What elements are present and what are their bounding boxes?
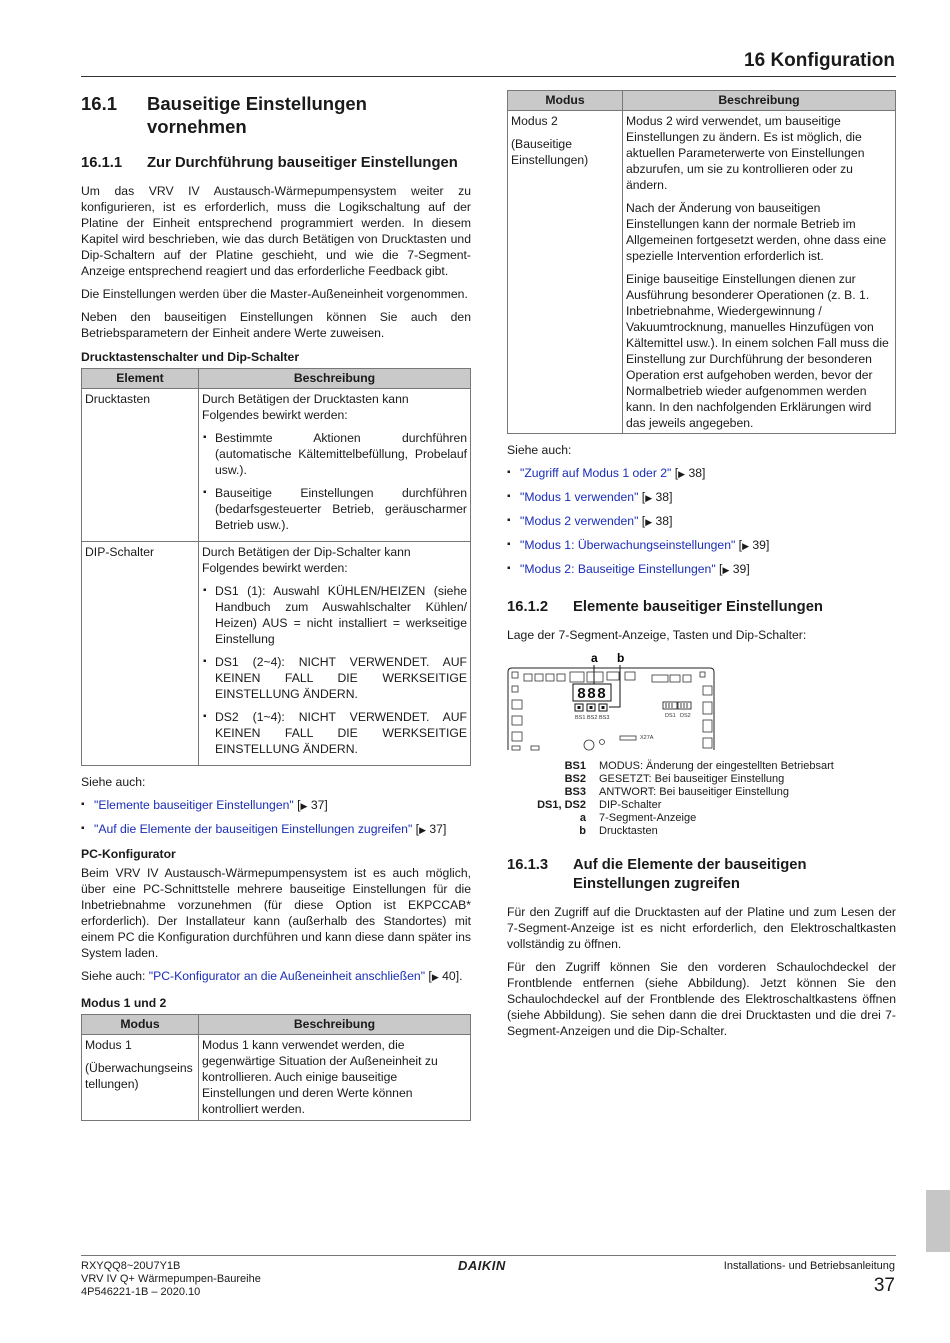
cross-reference-link[interactable]: "Modus 1: Überwachungseinstellungen" xyxy=(520,538,736,552)
product-series: VRV IV Q+ Wärmepumpen-Baureihe xyxy=(81,1273,261,1285)
table-row xyxy=(82,542,471,766)
paragraph: Siehe auch: "PC-Konfigurator an die Außeneinheit anschließen" [▶ 40]. xyxy=(81,969,463,983)
subsection-title: Zur Durchführung bauseitiger Einstellungen xyxy=(147,155,458,171)
see-also-list xyxy=(507,465,896,578)
page-ref: 37 xyxy=(429,822,443,836)
see-also-prefix: Siehe auch: xyxy=(81,969,149,983)
legend-value: 7-Segment-Anzeige xyxy=(599,812,697,824)
legend-key: BS2 xyxy=(564,773,586,785)
page-ref: 38 xyxy=(688,466,703,480)
page-arrow-icon: ▶ xyxy=(678,469,686,479)
chapter-tab-marker xyxy=(926,1190,950,1252)
paragraph: Für den Zugriff können Sie den vorderen Schaulochdeckel der Frontblende entfernen (siehe Abbildung). Jetzt können Sie den Schaulochdeckel auf der Frontblende des Elektroschaltkastens öffnen (siehe Abbildung). Sie sehen dann die drei Drucktasten und die drei 7-Segment-Anzeigen und die Dip-Schalter. xyxy=(507,960,896,1038)
cross-reference-link[interactable]: "Modus 2 verwenden" xyxy=(520,514,639,528)
section-title: Bauseitige Einstellungen vornehmen xyxy=(147,93,367,137)
subsection-title: Auf die Elemente der bauseitigen Einstellungen zugreifen xyxy=(573,857,807,892)
cross-reference-link[interactable]: "Auf die Elemente der bauseitigen Einstellungen zugreifen" xyxy=(94,822,413,836)
table-cell xyxy=(199,389,471,542)
legend-row xyxy=(507,812,896,825)
table-header: Beschreibung xyxy=(199,1015,471,1035)
cross-reference-link[interactable]: "Zugriff auf Modus 1 oder 2" xyxy=(520,466,672,480)
cell-text: (Bauseitige Einstellungen) xyxy=(511,137,589,167)
pcb-diagram xyxy=(507,650,807,754)
list-item: ▪ DS1 (1): Auswahl KÜHLEN/HEIZEN (siehe Handbuch zum Auswahlschalter Kühlen/ Heizen) AUS = nicht installiert = werkseitige Einstellung xyxy=(202,583,467,647)
table-row xyxy=(82,1035,471,1121)
subsection-heading xyxy=(81,154,471,173)
see-also-label: Siehe auch: xyxy=(81,775,146,789)
paragraph: Um das VRV IV Austausch-Wärmepumpensystem weiter zu konfigurieren, ist es erforderlich, muss die Logikschaltung auf der Platine der Einheit entsprechend programmiert werden. In diesem Kapitel wird beschrieben, wie das durch Betätigen von Drucktasten und Dip-Schaltern auf der Platine geschieht, und wie die 7-Segment-Anzeige entsprechend reagiert und das erforderliche Feedback gibt. xyxy=(81,184,471,278)
x27a-label: X27A xyxy=(640,735,654,741)
list-item: ▪ "Modus 1 verwenden" [▶ 38] xyxy=(507,489,896,506)
dip-switches xyxy=(663,702,691,709)
cell-text: Einige bauseitige Einstellungen dienen zur Ausführung besonderer Operationen (z. B. 1. Inbetriebnahme, Wiedergewinnung / Vakuumtrocknung, manuelles Hinzufügen von Kältemittel usw.). In einem solchen Fall muss die Einstellung zur Durchführung der besonderen Operation erst aufgehoben werden, bevor der Normalbetrieb wieder aufgenommen werden kann. In den nachfolgenden Erklärungen wird das jeweils angegeben. xyxy=(626,272,889,430)
legend-row xyxy=(507,799,896,812)
footer-left xyxy=(81,1260,261,1299)
table-cell: DIP-Schalter xyxy=(82,542,199,766)
bs2-label: BS2 xyxy=(587,715,598,721)
table-row xyxy=(82,389,471,542)
footer-divider xyxy=(81,1255,896,1256)
page-ref: 38 xyxy=(655,490,670,504)
legend-value: GESETZT: Bei bauseitiger Einstellung xyxy=(599,773,785,785)
right-column xyxy=(507,90,896,1046)
page-ref: 39 xyxy=(732,562,747,576)
legend-value: Drucktasten xyxy=(599,825,658,837)
modes-table-continued xyxy=(507,90,896,434)
cross-reference-link[interactable]: "Modus 1 verwenden" xyxy=(520,490,639,504)
callout-a: a xyxy=(591,651,598,665)
page-number: 37 xyxy=(873,1275,895,1296)
legend-row xyxy=(507,825,896,838)
paragraph: Die Einstellungen werden über die Master-Außeneinheit vorgenommen. xyxy=(81,287,468,301)
legend-key: DS1, DS2 xyxy=(537,799,586,811)
page-ref: 39 xyxy=(752,538,766,552)
page-arrow-icon: ▶ xyxy=(742,541,749,551)
ds1-label: DS1 xyxy=(665,713,676,719)
table-header: Beschreibung xyxy=(623,91,896,111)
paragraph: Lage der 7-Segment-Anzeige, Tasten und Dip-Schalter: xyxy=(507,628,807,642)
table-header: Modus xyxy=(82,1015,199,1035)
subsection-heading xyxy=(507,856,896,894)
page-arrow-icon: ▶ xyxy=(300,801,308,811)
cross-reference-link[interactable]: "PC-Konfigurator an die Außeneinheit anschließen" xyxy=(148,969,426,983)
switches-table xyxy=(81,368,471,766)
page-ref: 37 xyxy=(310,798,325,812)
doc-number: 4P546221-1B – 2020.10 xyxy=(81,1286,201,1298)
diagram-legend xyxy=(507,760,896,838)
cell-text: Durch Betätigen der Drucktasten kann Folgendes bewirkt werden: xyxy=(202,392,409,422)
pc-configurator-heading: PC-Konfigurator xyxy=(81,847,176,861)
cell-text: Modus 2 xyxy=(511,114,558,128)
section-number: 16.1 xyxy=(81,93,118,114)
paragraph: Beim VRV IV Austausch-Wärmepumpensystem ist es auch möglich, über eine PC-Schnittstelle mehrere bauseitige Einstellungen für die Inbetriebnahme vorzunehmen (für diese Option ist EKPCCAB* erforderlich). Der Installateur kann (außerhalb des Standortes) mit einem PC die Konfiguration durchführen und kann diese dann später ins System laden. xyxy=(81,866,471,960)
subsection-number: 16.1.3 xyxy=(507,857,549,873)
ds2-label: DS2 xyxy=(680,713,691,719)
table-header: Modus xyxy=(508,91,623,111)
seven-segment-display xyxy=(573,684,611,703)
modes-heading: Modus 1 und 2 xyxy=(81,996,167,1010)
legend-row xyxy=(507,760,896,773)
page-ref: 40 xyxy=(442,969,456,983)
cross-reference-link[interactable]: "Modus 2: Bauseitige Einstellungen" xyxy=(520,562,716,576)
list-item: ▪ DS2 (1~4): NICHT VERWENDET. AUF KEINEN FALL DIE WERKSEITIGE EINSTELLUNG ÄNDERN. xyxy=(202,709,467,757)
legend-key: b xyxy=(579,825,586,837)
legend-value: MODUS: Änderung der eingestellten Betriebsart xyxy=(599,760,834,772)
table-cell xyxy=(508,111,623,434)
subsection-number: 16.1.1 xyxy=(81,155,123,171)
page-ref: 38 xyxy=(655,514,670,528)
legend-value: ANTWORT: Bei bauseitiger Einstellung xyxy=(599,786,789,798)
cell-list xyxy=(202,583,467,757)
cell-text: Nach der Änderung von bauseitigen Einstellungen kann der normale Betrieb im Allgemeinen fortgesetzt werden, ohne dass eine spezielle Intervention erforderlich ist. xyxy=(626,201,887,263)
paragraph: Für den Zugriff auf die Drucktasten auf der Platine und zum Lesen der 7-Segment-Anzeige ist es nicht erforderlich, den Elektroschaltkasten vollständig zu öffnen. xyxy=(507,905,896,951)
legend-key: BS3 xyxy=(564,786,586,798)
list-item: ▪ "Auf die Elemente der bauseitigen Einstellungen zugreifen" [▶ 37] xyxy=(81,821,471,838)
table-caption: Drucktastenschalter und Dip-Schalter xyxy=(81,350,300,364)
document-type: Installations- und Betriebsanleitung xyxy=(723,1260,895,1272)
list-item: ▪ "Zugriff auf Modus 1 oder 2" [▶ 38] xyxy=(507,465,896,482)
bs1-label: BS1 xyxy=(575,715,586,721)
table-cell: Modus 1 kann verwendet werden, die gegenwärtige Situation der Außeneinheit zu kontrollieren. Auch einige bauseitige Einstellungen und deren Werte können kontrolliert werden. xyxy=(199,1035,471,1121)
paragraph: Neben den bauseitigen Einstellungen können Sie auch den Betriebsparametern der Einheit andere Werte zuweisen. xyxy=(81,310,471,340)
push-buttons xyxy=(575,704,607,711)
cell-text: Modus 1 xyxy=(85,1038,132,1052)
pcb-components xyxy=(512,672,712,750)
modes-table xyxy=(81,1014,471,1121)
page-arrow-icon: ▶ xyxy=(722,565,730,575)
list-item: ▪ "Modus 1: Überwachungseinstellungen" [▶ 39] xyxy=(507,537,896,554)
list-item: ▪ Bauseitige Einstellungen durchführen (bedarfsgesteuerter Betrieb, geräuscharmer Betrieb usw.). xyxy=(202,485,467,533)
subsection-number: 16.1.2 xyxy=(507,599,549,615)
page-arrow-icon: ▶ xyxy=(645,517,653,527)
section-heading xyxy=(81,92,471,138)
list-item: ▪ Bestimmte Aktionen durchführen (automatische Kältemittelbefüllung, Probelauf usw.). xyxy=(202,430,467,478)
legend-value: DIP-Schalter xyxy=(599,799,662,811)
table-row xyxy=(508,111,896,434)
table-cell xyxy=(199,542,471,766)
top-divider xyxy=(81,76,896,77)
subsection-title: Elemente bauseitiger Einstellungen xyxy=(573,599,823,615)
chapter-title: 16 Konfiguration xyxy=(744,50,895,71)
left-column xyxy=(81,92,471,1127)
bs3-label: BS3 xyxy=(599,715,610,721)
table-cell: Drucktasten xyxy=(82,389,199,542)
daikin-logo: DAIKIN xyxy=(458,1258,506,1273)
cell-text: Modus 2 wird verwendet, um bauseitige Einstellungen zu ändern. Es ist möglich, die aktuellen Parameterwerte von Einstellungen abzurufen, um sie zu kontrollieren oder zu ändern. xyxy=(626,114,865,192)
model-code: RXYQQ8~20U7Y1B xyxy=(81,1260,181,1272)
list-item: ▪ DS1 (2~4): NICHT VERWENDET. AUF KEINEN FALL DIE WERKSEITIGE EINSTELLUNG ÄNDERN. xyxy=(202,654,467,702)
cell-text: Durch Betätigen der Dip-Schalter kann Folgendes bewirkt werden: xyxy=(202,545,411,575)
page-arrow-icon: ▶ xyxy=(645,493,653,503)
pcb-diagram-svg xyxy=(507,650,807,754)
list-item: ▪ "Elemente bauseitiger Einstellungen" [▶ 37] xyxy=(81,797,471,814)
cell-list xyxy=(202,430,467,533)
see-also-label: Siehe auch: xyxy=(507,443,572,457)
legend-row xyxy=(507,786,896,799)
legend-row xyxy=(507,773,896,786)
list-item: ▪ "Modus 2: Bauseitige Einstellungen" [▶ 39] xyxy=(507,561,896,578)
callout-b: b xyxy=(617,651,625,665)
see-also-list xyxy=(81,797,471,838)
legend-key: a xyxy=(579,812,586,824)
seven-segment-digits: 888 xyxy=(576,686,608,703)
table-header: Beschreibung xyxy=(199,369,471,389)
subsection-heading xyxy=(507,598,896,617)
list-item: ▪ "Modus 2 verwenden" [▶ 38] xyxy=(507,513,896,530)
page-arrow-icon: ▶ xyxy=(419,825,426,835)
cell-text: (Überwachungseinstellungen) xyxy=(85,1061,193,1091)
page-arrow-icon: ▶ xyxy=(431,972,439,982)
cross-reference-link[interactable]: "Elemente bauseitiger Einstellungen" xyxy=(94,798,294,812)
table-cell xyxy=(623,111,896,434)
table-header: Element xyxy=(82,369,199,389)
legend-key: BS1 xyxy=(564,760,586,772)
table-cell xyxy=(82,1035,199,1121)
